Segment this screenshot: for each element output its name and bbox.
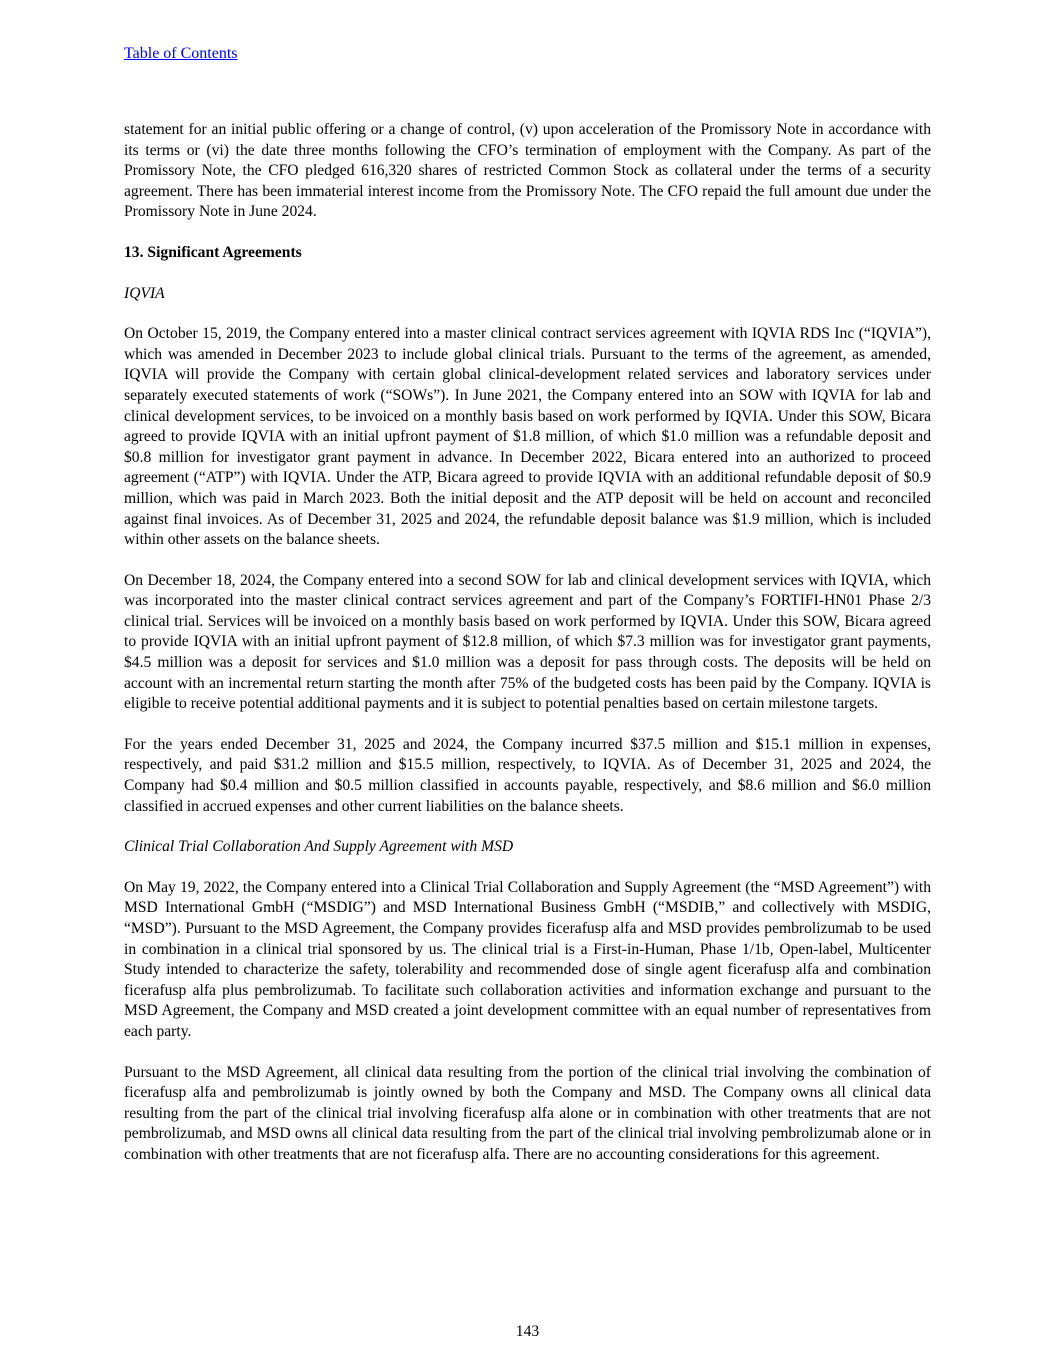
iqvia-paragraph-1: On October 15, 2019, the Company entered into a master clinical contract services agreement with IQVIA RDS Inc (“IQVIA”), which was amended in December 2023 to include global clinical trials. Pursuant to the terms of the agreement, as amended, IQVIA will provide the Company with certain global clinical-development related services and laboratory services under separately executed statements of work (“SOWs”). In June 2021, the Company entered into an SOW with IQVIA for lab and clinical development services, to be invoiced on a monthly basis based on work performed by IQVIA. Under this SOW, Bicara agreed to provide IQVIA with an initial upfront payment of $1.8 million, of which $1.0 million was a refundable deposit and $0.8 million for investigator grant payment in advance. In December 2022, Bicara entered into an authorized to proceed agreement (“ATP”) with IQVIA. Under the ATP, Bicara agreed to provide IQVIA with an additional refundable deposit of $0.9 million, which was paid in March 2023. Both the initial deposit and the ATP deposit will be held on account and reconciled against final invoices. As of December 31, 2025 and 2024, the refundable deposit balance was $1.9 million, which is included within other assets on the balance sheets. bbox=[124, 325, 931, 549]
table-of-contents-link[interactable]: Table of Contents bbox=[124, 45, 238, 62]
msd-paragraph-2: Pursuant to the MSD Agreement, all clinical data resulting from the portion of the clinical trial involving the combination of ficerafusp alfa and pembrolizumab is jointly owned by both the Company and MSD. The Company owns all clinical data resulting from the part of the clinical trial involving ficerafusp alfa alone or in combination with other treatments that are not pembrolizumab, and MSD owns all clinical data resulting from the part of the clinical trial involving pembrolizumab alone or in combination with other treatments that are not ficerafusp alfa. There are no accounting considerations for this agreement. bbox=[124, 1063, 931, 1163]
iqvia-paragraph-2: On December 18, 2024, the Company entered into a second SOW for lab and clinical development services with IQVIA, which was incorporated into the master clinical contract services agreement and part of the Company’s FORTIFI-HN01 Phase 2/3 clinical trial. Services will be invoiced on a monthly basis based on work performed by IQVIA. Under this SOW, Bicara agreed to provide IQVIA with an initial upfront payment of $12.8 million, of which $7.3 million was for investigator grant payments, $4.5 million was a deposit for services and $1.0 million was a deposit for pass through costs. The deposits will be held on account with an incremental return starting the month after 75% of the budgeted costs has been paid by the Company. IQVIA is eligible to receive potential additional payments and it is subject to potential penalties based on certain milestone targets. bbox=[124, 571, 931, 713]
document-body bbox=[124, 120, 931, 1166]
iqvia-paragraph-3: For the years ended December 31, 2025 and 2024, the Company incurred $37.5 million and $15.1 million in expenses, respectively, and paid $31.2 million and $15.5 million, respectively, to IQVIA. As of December 31, 2025 and 2024, the Company had $0.4 million and $0.5 million classified in accounts payable, respectively, and $8.6 million and $6.0 million classified in accrued expenses and other current liabilities on the balance sheets. bbox=[124, 735, 931, 815]
intro-paragraph: statement for an initial public offering or a change of control, (v) upon acceleration of the Promissory Note in accordance with its terms or (vi) the date three months following the CFO’s termination of employment with the Company. As part of the Promissory Note, the CFO pledged 616,320 shares of restricted Common Stock as collateral under the terms of a security agreement. There has been immaterial interest income from the Promissory Note. The CFO repaid the full amount due under the Promissory Note in June 2024. bbox=[124, 121, 931, 221]
msd-paragraph-1: On May 19, 2022, the Company entered into a Clinical Trial Collaboration and Supply Agreement (the “MSD Agreement”) with MSD International GmbH (“MSDIG”) and MSD International Business GmbH (“MSDIB,” and collectively with MSDIG, “MSD”). Pursuant to the MSD Agreement, the Company provides ficerafusp alfa and MSD provides pembrolizumab to be used in combination in a clinical trial sponsored by us. The clinical trial is a First-in-Human, Phase 1/1b, Open-label, Multicenter Study intended to characterize the safety, tolerability and recommended dose of single agent ficerafusp alfa and combination ficerafusp alfa plus pembrolizumab. To facilitate such collaboration activities and information exchange and pursuant to the MSD Agreement, the Company and MSD created a joint development committee with an equal number of representatives from each party. bbox=[124, 878, 931, 1040]
section-heading: 13. Significant Agreements bbox=[124, 243, 302, 261]
iqvia-subheading: IQVIA bbox=[124, 284, 165, 302]
msd-subheading: Clinical Trial Collaboration And Supply Agreement with MSD bbox=[124, 838, 514, 856]
page-number: 143 bbox=[515, 1323, 540, 1340]
